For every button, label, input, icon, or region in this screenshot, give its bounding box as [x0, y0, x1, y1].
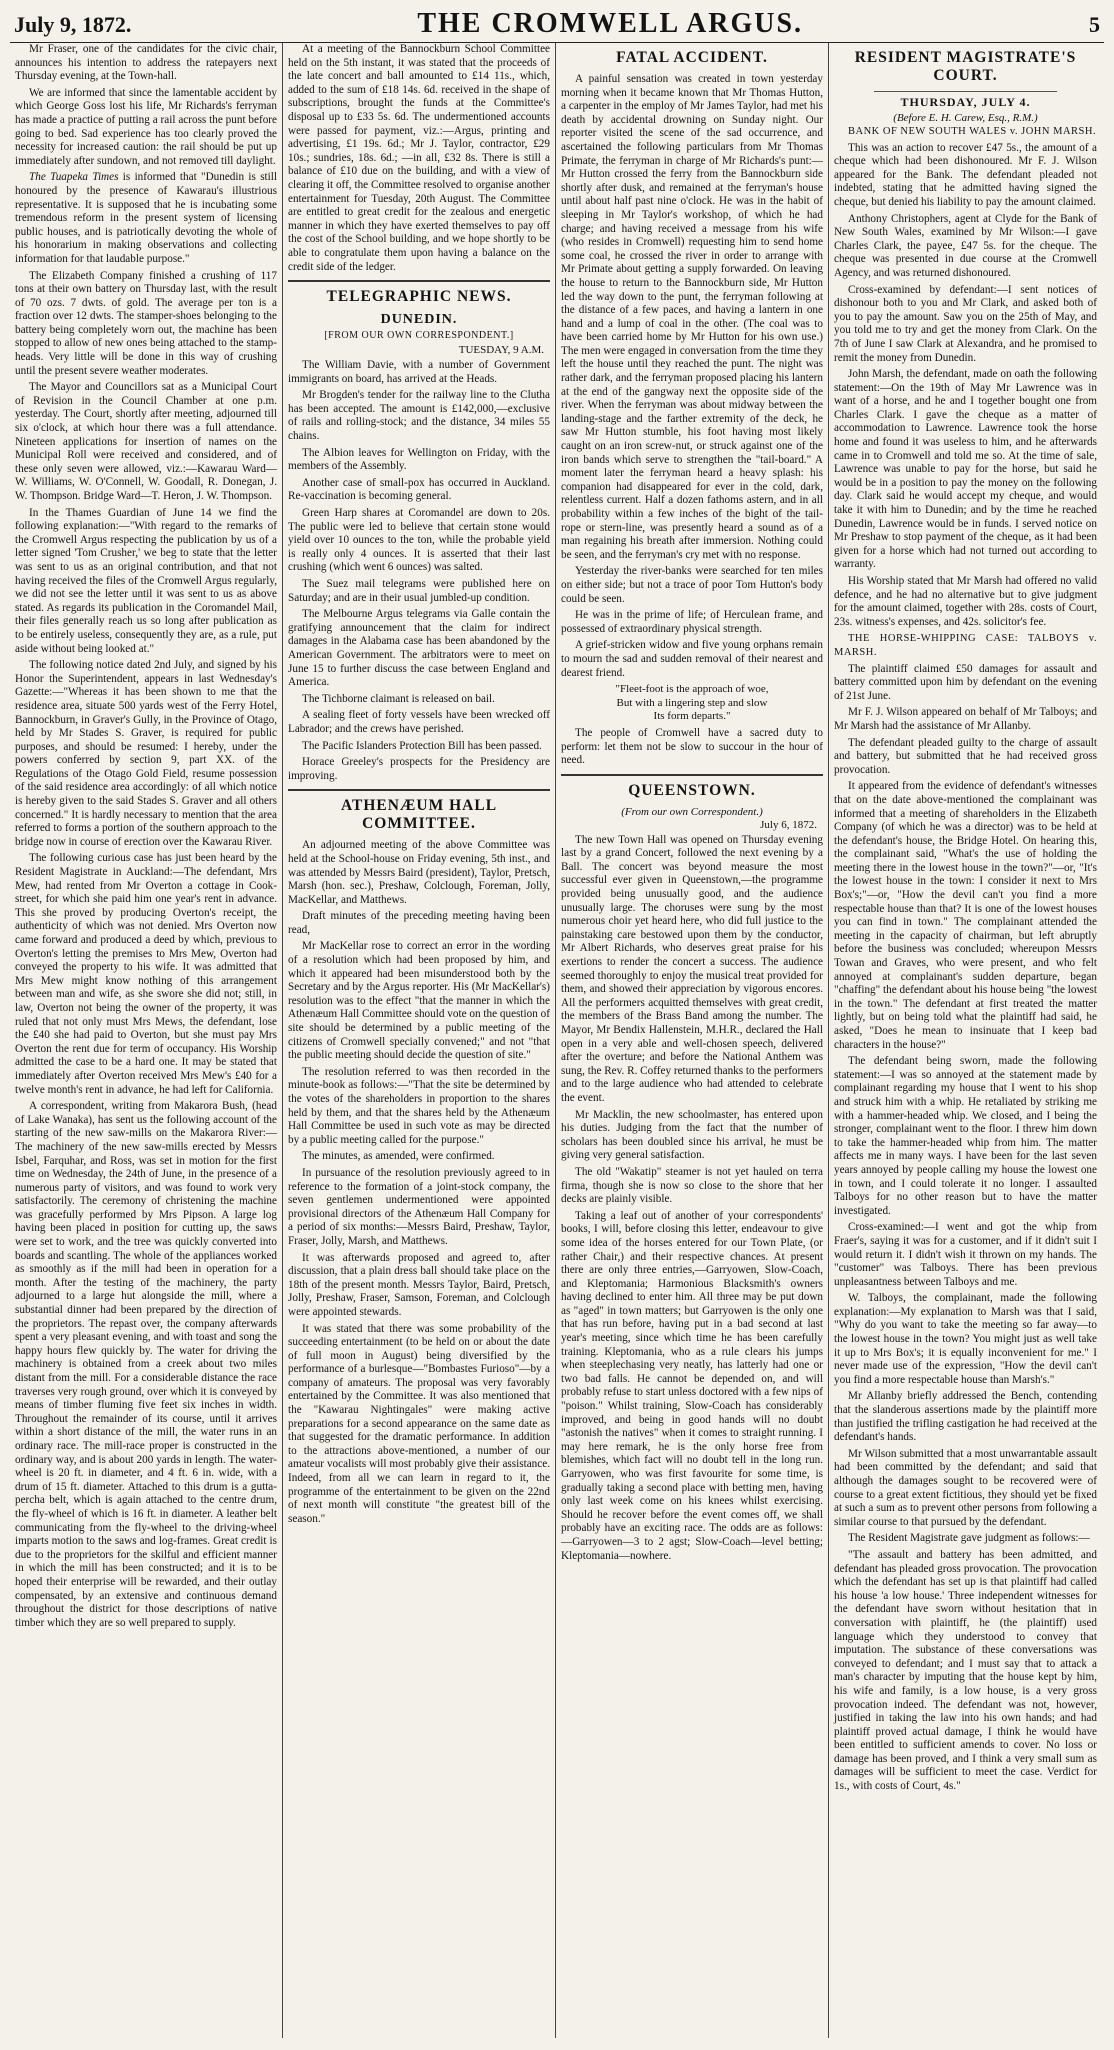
verse-line: But with a lingering step and slow — [616, 696, 768, 709]
paragraph: Mr F. J. Wilson appeared on behalf of Mr Talboys; and Mr Marsh had the assistance of Mr Allanby. — [834, 706, 1097, 732]
paragraph: The following curious case has just been heard by the Resident Magistrate in Auckland:—The defendant, Mrs Mew, had rented from Mr Overton a cottage in Cook-street, for which she paid him one year's rent in advance. This she proved by producing Overton's receipt, the authenticity of which was not denied. Mrs Overton now came forward and produced a deed by which, previous to Overton's letting the premises to Mrs Mew, Overton had conveyed the property to his wife. It was admitted that Mrs Mew might know nothing of this arrangement between man and wife, as she swore she did not; still, in law, Overton not being the owner of the property, it was ruled that not only must Mrs Mews, the defendant, lose the £40 she had paid to Overton, but she must pay Mrs Overton the rent due for term of occupancy. His Worship admitted the case to be a hard one. It may be stated that immediately after Overton received Mrs Mew's £40 for a twelve month's rent in advance, he had left for California. — [15, 852, 277, 1096]
paragraph: In pursuance of the resolution previously agreed to in reference to the formation of a joint-stock company, the seven gentlemen undermentioned were appointed provisional directors of the Athenæum Hall Company for a period of six months:—Messrs Baird, Preshaw, Taylor, Fraser, Jolly, Marsh, and Matthews. — [288, 1166, 550, 1247]
section-rule — [288, 789, 550, 791]
paragraph: Cross-examined by defendant:—I sent notices of dishonour both to you and Mr Clark, and asked both of you to pay the amount. Saw you on the 25th of May, and you told me to try and get the money from Clark. On the 7th of June I saw Clark at Alexandra, and he promised to remit the money from Dunedin. — [834, 283, 1097, 364]
paragraph: It appeared from the evidence of defendant's witnesses that on the date above-mentioned the complainant was informed that a meeting of shareholders in the Elizabeth Company (of which he was a director) was to be held at the defendant's house, the Bridge Hotel. On hearing this, the complainant said, "What's the use of holding the meeting there in the lowest house in the town?"—or, "It's the lowest house in the town: I consider it next to Mrs Box's;"—or, "How the devil can't you find a more respectable house than that? It is one of the lowest houses you can find in town." The complainant attended the meeting in the capacity of chairman, but left abruptly before the business was concluded; whereupon Messrs Towan and Graves, who were present, and who felt annoyed at complainant's sudden departure, began "chaffing" the defendant about his house being "the lowest in the town." The defendant at first treated the matter lightly, but on being told what the plaintiff had said, he asked, "Does he mean to insinuate that I keep bad characters in the house?" — [834, 780, 1097, 1051]
paragraph: We are informed that since the lamentable accident by which George Goss lost his life, Mr Richards's ferryman has made a practice of putting a rail across the punt before going to bed. Sad experience has too clearly proved the necessity for increased caution: the rail should be put up immediately after sundown, and not removed till daylight. — [15, 86, 277, 167]
paragraph: Mr Fraser, one of the candidates for the civic chair, announces his intention to address the ratepayers next Thursday evening, at the Town-hall. — [15, 43, 277, 83]
paragraph: The Melbourne Argus telegrams via Galle contain the gratifying announcement that the claim for indirect damages in the Alabama case has been abandoned by the American Government. The arbitrators were to meet on June 15 to further discuss the case between England and America. — [288, 608, 550, 689]
paragraph: A grief-stricken widow and five young orphans remain to mourn the sad and sudden removal of their nearest and dearest friend. — [561, 639, 823, 679]
paragraph: The Pacific Islanders Protection Bill has been passed. — [302, 739, 542, 752]
paragraph: The Tichborne claimant is released on bail. — [302, 692, 495, 705]
dateline: July 6, 1872. — [760, 818, 817, 831]
verse-line: "Fleet-foot is the approach of woe, — [615, 683, 769, 696]
paragraph: The defendant being sworn, made the following statement:—I was so annoyed at the statement made by complainant regarding my house that I went to his shop and struck him with a whip. He retaliated by striking me with a hammer-headed whip. We closed, and I being the stronger, complainant went to the floor. I threw him down to take the hammer-headed whip from him. The matter affects me in many ways. I have been for the last seven years annoyed by people calling my house the lowest one in town, and I could tolerate it no longer. I assaulted Talboys for no other reason but to have the matter investigated. — [834, 1055, 1097, 1217]
case-title: THE HORSE-WHIPPING CASE: TALBOYS v. MARSH. — [834, 633, 1097, 658]
paragraph: The Elizabeth Company finished a crushing of 117 tons at their own battery on Thursday last, with the result of 70 ozs. 7 dwts. of gold. The average per ton is a fraction over 12 dwts. The stamper-shoes belonging to the battery being completely worn out, the machine has been stopped to allow of new ones being attached to the stamp-heads. Very little will be done in this way of crushing until the present severe weather moderates. — [15, 269, 277, 377]
paragraph: A correspondent, writing from Makarora Bush, (head of Lake Wanaka), has sent us the following account of the starting of the new saw-mills on the Makarora River:—The machinery of the new saw-mills erected by Messrs Isbel, Farquhar, and Ross, was set in motion for the first time on Wednesday, the 24th of June, in the presence of a numerous party of visitors, and was found to work very satisfactorily. The ceremony of christening the machine was gracefully performed by Mrs Pipson. A large log having been placed in position for cutting up, the saws were set to work, and the tree was quickly converted into boards and scantling. The whole of the appliances worked as smoothly as if the mill had been in operation for a month. After the testing of the machinery, the party adjourned to a large hut alongside the mill, where a substantial dinner had been prepared by the direction of the proprietors. The repast over, the company afterwards spent a very pleasant evening, and with toast and song the happy hours flew quickly by. The water for driving the machinery is obtained from a creek about two miles distant from the mill. For a considerable distance the race traverses very rough ground, over which it is conveyed by means of timber fluming five feet six inches in width. Throughout the remainder of its course, until it arrives within a short distance of the mill, the water runs in an ordinary race. The mill-race proper is constructed in the ordinary way, and is about 200 yards in length. The water-wheel is 20 ft. in diameter, and 4 ft. 6 in. wide, with a drum of 15 ft. diameter. Attached to this drum is a gutta-percha belt, which is again attached to the centre drum, the fly-wheel of which is 16 ft. in diameter. A leather belt communicating from the fly-wheel to the driving-wheel imparts motion to the saws and log-frames. Great credit is due to the proprietors for the skilful and efficient manner in which the mill has been constructed; and it is to be hoped their enterprise will be rewarded, and their outlay compensated, by an extensive and continuous demand throughout the district for those descriptions of native timber which they are so well prepared to supply. — [15, 1100, 277, 1629]
magistrate-line: (Before E. H. Carew, Esq., R.M.) — [893, 112, 1038, 124]
paragraph: The Mayor and Councillors sat as a Municipal Court of Revision in the Council Chamber at one p.m. yesterday. The Court, shortly after meeting, adjourned till six o'clock, at which hour there was a full attendance. Nineteen applications for insertion of names on the Municipal Roll were received and considered, and of these only seven were allowed, viz.:—Kawarau Ward—W. Williams, W. O'Connell, W. Goodall, R. Donegan, J. W. Thompson. Bridge Ward—T. Heron, J. W. Thompson. — [15, 381, 277, 502]
case-title: BANK OF NEW SOUTH WALES v. JOHN MARSH. — [848, 126, 1097, 137]
paragraph: Yesterday the river-banks were searched for ten miles on either side; but not a trace of poor Tom Hutton's body could be seen. — [561, 565, 823, 605]
paragraph: His Worship stated that Mr Marsh had offered no valid defence, and he had no alternative but to give judgment for the amount claimed, together with 28s. costs of Court, 23s. witness's expenses, and 42s. solicitor's fee. — [834, 575, 1097, 628]
byline: [FROM OUR OWN CORRESPONDENT.] — [324, 330, 514, 342]
section-heading: ATHENÆUM HALL COMMITTEE. — [340, 797, 498, 833]
paragraph: Mr Allanby briefly addressed the Bench, contending that the slanderous assertions made by the plaintiff more than justified the trifling castigation he had received at the defendant's hands. — [834, 1390, 1097, 1444]
paragraph — [15, 171, 277, 266]
column-3 — [556, 43, 829, 2038]
paragraph: Taking a leaf out of another of your correspondents' books, I will, before closing this letter, endeavour to give some idea of the horses entered for our Town Plate, (or rather Chair,) and their respective chances. At present there are only three entries,—Garryowen, Slow-Coach, and Kleptomania; Harmonious Blacksmith's owners having declined to enter him. All three may be put down as "aged" in town matters; but Garryowen is the only one that has run before, having put in a bad second at last year's meeting, since which time he has been carefully training. Kleptomania, who as a rule clears his jumps when steeplechasing very neatly, has latterly had one or two bad falls. He cannot be depended on, and will probably refuse to start unless doctored with a few nips of "poison." Whilst training, Slow-Coach has considerably improved, and being in good hands will no doubt "astonish the natives" when it comes to straight running. I may here remark, he is the only horse free from blemishes, which fact will no doubt tell in the long run. Garryowen, who was first favourite for some time, is gradually taking a second place with betting men, having only last week come on his knees whilst exercising. Should he recover before the event comes off, we shall probably have an exciting race. The odds are as follows:—Garryowen—3 to 2 agst; Slow-Coach—level betting; Kleptomania—nowhere. — [561, 1209, 823, 1562]
paragraph: The Albion leaves for Wellington on Friday, with the members of the Assembly. — [288, 446, 550, 473]
court-date: THURSDAY, JULY 4. — [900, 95, 1031, 109]
newspaper-title: THE CROMWELL ARGUS. — [417, 8, 804, 39]
byline: (From our own Correspondent.) — [621, 805, 763, 818]
paragraph: Horace Greeley's prospects for the Presidency are improving. — [288, 756, 550, 782]
paragraph: The Suez mail telegrams were published here on Saturday; and are in their usual jumbled-up condition. — [288, 578, 550, 604]
section-heading: TELEGRAPHIC NEWS. — [326, 288, 512, 306]
paragraph: At a meeting of the Bannockburn School Committee held on the 5th instant, it was stated that the proceeds of the late concert and ball amounted to £14 11s., which, added to the sum of £18 14s. 6d. received in the shape of subscriptions, brought the funds at the Committee's disposal up to £33 5s. 6d. The undermentioned accounts were passed for payment, viz.:—Argus, printing and advertising, £1 19s. 6d.; Mr J. Taylor, contractor, £29 10s.; sundries, 18s. 6d.; —in all, £32 8s. There is still a balance of £10 due on the building, and with a view of clearing it off, the Committee resolved to organise another entertainment for Tuesday, 20th August. The Committee are entitled to great credit for the zealous and energetic manner in which they have exerted themselves to pay off the cost of the School building, and we hope shortly to be able to congratulate them upon having a balance on the credit side of the ledger. — [288, 43, 550, 273]
paragraph: The resolution referred to was then recorded in the minute-book as follows:—"That the site be determined by the votes of the shareholders in proportion to the shares held by them, and that the shares held by the Athenæum Hall Committee be used in such vote as may be directed by a public meeting called for the purpose." — [288, 1065, 550, 1146]
paragraph: The William Davie, with a number of Government immigrants on board, has arrived at the Heads. — [288, 359, 550, 385]
section-rule — [561, 774, 823, 776]
paragraph: Green Harp shares at Coromandel are down to 20s. The public were led to believe that certain stone would yield over 10 ounces to the ton, while the probable yield is really only 4 ounces. It is asserted that their last crushing (which went 6 ounces) was salted. — [288, 507, 550, 574]
paragraph: John Marsh, the defendant, made on oath the following statement:—On the 19th of May Mr Lawrence was in want of a horse, and he and I together bought one from Charles Clark. I gave the cheque as a matter of accommodation to Lawrence. Lawrence took the horse home and found it was useless to him, and he afterwards came in to Cromwell and told me so. At the time of sale, Lawrence was unable to pay for the horse, but said he would be in a position to pay the money on the following day. Clark said he would accept my cheque, and would take it with him to Dunedin; and by the time he reached Dunedin, Lawrence would be in funds. I served notice on Mr Preshaw to stop payment of the cheque, as it had been given for a horse which had not turned out according to warranty. — [834, 368, 1097, 571]
paragraph: Mr Macklin, the new schoolmaster, has entered upon his duties. Judging from the fact that the number of scholars has been doubled since his arrival, he must be giving very general satisfaction. — [561, 1108, 823, 1162]
section-heading: QUEENSTOWN. — [628, 781, 756, 799]
paragraph: Draft minutes of the preceding meeting having been read, — [288, 910, 550, 936]
column-2 — [283, 43, 556, 2038]
dateline: TUESDAY, 9 A.M. — [458, 344, 544, 357]
paragraph: W. Talboys, the complainant, made the following explanation:—My explanation to Marsh was that I said, "Why do you want to take the meeting so far away—to the lowest house in the town? You might just as well take it up to Mrs Box's; it is equally inconvenient for me." I never made use of the expression, "How the devil can't you find a more respectable house than Marsh's." — [834, 1292, 1097, 1386]
issue-date: July 9, 1872. — [14, 12, 132, 37]
paragraph: Mr MacKellar rose to correct an error in the wording of a resolution which had been proposed by him, and which it appeared had been misunderstood both by the Secretary and by the Argus reporter. His (Mr MacKellar's) resolution was to the effect "that the manner in which the Athenæum Hall Committee should vote on the question of site should be determined by a public meeting of the citizens of Cromwell specially convened;" and not "that the public meeting should decide the question of site." — [288, 940, 550, 1062]
paragraph: It was stated that there was some probability of the succeeding entertainment (to be held on or about the date of full moon in August) being diversified by the performance of a burlesque—"Bombastes Furioso"—by a company of amateurs. The proposal was very favorably entertained by the Committee. It was also mentioned that the "Kawarau Nightingales" were making active preparations for a second appearance on the same date as that suggested for the dramatic performance. In addition to the attractions above-mentioned, a number of our amateur vocalists will most probably give their assistance. Indeed, from all we can learn in regard to it, the programme of the entertainment to be given on the 22nd of next month will constitute "the greatest bill of the season." — [288, 1322, 550, 1525]
column-1 — [10, 43, 283, 2038]
paragraph: A sealing fleet of forty vessels have been wrecked off Labrador; and the crews have perished. — [288, 709, 550, 735]
paragraph: Another case of small-pox has occurred in Auckland. Re-vaccination is becoming general. — [288, 476, 550, 503]
paragraph: Mr Wilson submitted that a most unwarrantable assault had been committed by the defendant; and said that although the damages sought to be recovered were of course to a great extent fictitious, they should yet be fixed at such a sum as to prevent other persons from following a similar course to that pursued by the defendant. — [834, 1447, 1097, 1528]
paragraph: The new Town Hall was opened on Thursday evening last by a grand Concert, followed the next evening by a Ball. The concert was beyond measure the most successful ever given in Queenstown,—the programme provided being unusually good, and the audience unusually large. The choruses were sung by the most numerous choir yet heard here, who did full justice to the painstaking care bestowed upon them by the conductor, Mr Albert Richards, who deserves great praise for his exertions to render the concert a success. The audience seemed thoroughly to enjoy the musical treat provided for them, and showed their appreciation by vigorous encores. All the performers acquitted themselves with great credit, the members of the Brass Band among the number. The Mayor, Mr Bendix Hallenstein, M.H.R., declared the Hall open in a very able and well-chosen speech, delivered after the overture; and before the National Anthem was sung, the Rev. R. Coffey returned thanks to the performers and to the large audience who had attended to celebrate the event. — [561, 833, 823, 1104]
paragraph: The defendant pleaded guilty to the charge of assault and battery, but submitted that he had received gross provocation. — [834, 736, 1097, 776]
paragraph: The people of Cromwell have a sacred duty to perform: let them not be slow to succour in the hour of need. — [561, 726, 823, 767]
paragraph: The following notice dated 2nd July, and signed by his Honor the Superintendent, appears in last Wednesday's Gazette:—"Whereas it has been shown to me that the residence area, situate 500 yards west of the Ferry Hotel, Bannockburn, in Graver's Gully, in the Province of Otago, held by Mr Stades S. Graver, is required for public purposes, and should be resumed: I hereby, under the powers conferred by section 9, part XX. of the Regulations of the Otago Gold Field, resume possession of the said residence area accordingly: of all which notice is hereby given to the said Stades S. Graver and all others concerned." It is hardly necessary to mention that the area referred to forms a portion of the southern approach to the bridge now in course of erection over the Kawarau River. — [15, 659, 277, 848]
section-rule — [288, 280, 550, 282]
verse-line: Its form departs." — [653, 710, 731, 723]
publication-name: The Tuapeka Times — [29, 171, 119, 184]
section-heading: RESIDENT MAGISTRATE'S COURT. — [854, 49, 1077, 84]
section-rule — [874, 91, 1057, 92]
paragraph: The Resident Magistrate gave judgment as follows:— — [848, 1532, 1090, 1545]
paragraph: Mr Brogden's tender for the railway line to the Clutha has been accepted. The amount is £142,000,—exclusive of rails and rolling-stock; and the distance, 34 miles 55 chains. — [288, 389, 550, 443]
subheading: DUNEDIN. — [380, 312, 458, 328]
paragraph: Anthony Christophers, agent at Clyde for the Bank of New South Wales, examined by Mr Wilson:—I gave Charles Clark, the payee, £47 5s. for the cheque. The cheque was presented in due course at the Cromwell Agency, and was returned dishonoured. — [834, 212, 1097, 279]
page-number: 5 — [1089, 12, 1100, 37]
paragraph: Cross-examined:—I went and got the whip from Fraer's, saying it was for a customer, and if it didn't suit I would return it. I didn't wish it thrown on my hands. The "customer" was Talboys. There has been previous unpleasantness between Talboys and me. — [834, 1221, 1097, 1288]
paragraph: This was an action to recover £47 5s., the amount of a cheque which had been dishonoured. Mr F. J. Wilson appeared for the Bank. The defendant pleaded not indebted, stating that he admitted having signed the cheque, but denied his liability to pay the amount claimed. — [834, 141, 1097, 208]
columns — [10, 43, 1104, 2038]
paragraph: A painful sensation was created in town yesterday morning when it became known that Mr Thomas Hutton, a carpenter in the employ of Mr James Taylor, had met his death by accidental drowning on Sunday night. Our reporter visited the scene of the sad occurrence, and ascertained the following particulars from Mr Thomas Primate, the ferryman in charge of Mr Richards's punt:—Mr Hutton crossed the ferry from the Bannockburn side shortly after dusk, and remained at the ferryman's house until about half past nine o'clock. He was in the habit of sleeping in Mr Taylor's workshop, of which he had charge; and having received a message from his wife (who resides in Cromwell) requesting him to send home some coal, he crossed the river in order to arrange with Mr Primate about getting a supply forwarded. On leaving the house to return to the Bannockburn side, Mr Hutton led the way down to the punt, the ferryman following at the distance of a few paces, and having a lantern in one hand and a lump of coal in the other. (The coal was to have been carried home by Mr Hutton for his own use.) The men were engaged in conversation from the time they left the house until they reached the punt. The night was rather dark, and the ferryman proposed placing his lantern at the end of the gangway next the opposite side of the river. When the ferryman was about midway between the landing-stage and the farther extremity of the deck, he saw Mr Hutton stumble, his foot having most likely caught on an iron screw-nut, or struck against one of the iron bands which serve to strengthen the "tail-board." A moment later the ferryman heard a heavy splash: his companion had disappeared for ever in the cold, dark, relentless current. Half a dozen fathoms astern, and in all probability within a few inches of the bight of the tail-rope or stern-line, was presently heard a sound as of a man regaining his breath after immersion. Nothing could be seen, and the ferryman's cry met with no response. — [561, 73, 823, 561]
paragraph: The plaintiff claimed £50 damages for assault and battery committed upon him by defendant on the evening of 21st June. — [834, 662, 1097, 702]
paragraph: "The assault and battery has been admitted, and defendant has pleaded gross provocation. The provocation which the defendant has set up is that plaintiff had called his house 'a low house.' Three independent witnesses for the defendant have sworn without hesitation that in conversation with plaintiff, he (the plaintiff) used language which they understood to convey that imputation. The substance of these conversations was conveyed to defendant; and I must say that to attack a man's character by imputing that the house kept by him, his wife and family, is a low house, is a very gross provocation indeed. The defendant was not, however, justified in taking the law into his own hands; and had plaintiff proved actual damage, I think he would have been entitled to sufficient amends to cover. No loss or damage has been proved, and I think a very small sum as damages will be sufficient to meet the case. Verdict for 1s., with costs of Court, 4s." — [834, 1548, 1097, 1793]
paragraph: He was in the prime of life; of Herculean frame, and possessed of extraordinary physical strength. — [561, 609, 823, 635]
verse-quote — [561, 683, 823, 724]
paragraph: In the Thames Guardian of June 14 we find the following explanation:—"With regard to the remarks of the Cromwell Argus respecting the publication by us of a letter signed 'Tom Crusher,' we beg to state that the letter was sent to us as an original contribution, and that not having received the files of the Cromwell Argus regularly, we did not see the letter until it was sent to us as above stated. As regards its publication in the Coromandel Mail, their files generally reach us so long after publication as to be entirely useless, consequently they are, as a rule, put aside without being looked at." — [15, 506, 277, 655]
paragraph: The minutes, as amended, were confirmed. — [302, 1150, 495, 1163]
paragraph-text: is informed that "Dunedin is still honoured by the presence of Kawarau's illustrious representative. It is supposed that he is incubating some tremendous reform in the present system of licensing public houses, and is patriotically devoting the whole of his honorarium in making observations and collecting information for that laudable purpose." — [15, 171, 277, 265]
paragraph: The old "Wakatip" steamer is not yet hauled on terra firma, though she is now so close to the shore that her decks are plainly visible. — [561, 1165, 823, 1206]
paragraph: An adjourned meeting of the above Committee was held at the School-house on Friday evening, 5th inst., and was attended by Messrs Baird (president), Taylor, Pretsch, Marsh (hon. sec.), Preshaw, Colclough, Foreman, Jolly, MacKellar, and Matthews. — [288, 839, 550, 906]
column-4 — [829, 43, 1102, 2038]
section-heading: FATAL ACCIDENT. — [616, 49, 768, 66]
masthead — [10, 8, 1104, 43]
paragraph: It was afterwards proposed and agreed to, after discussion, that a plain dress ball should take place on the 18th of the present month. Messrs Taylor, Baird, Pretsch, Jolly, Preshaw, Fraser, Samson, Foreman, and Colclough were appointed stewards. — [288, 1251, 550, 1318]
